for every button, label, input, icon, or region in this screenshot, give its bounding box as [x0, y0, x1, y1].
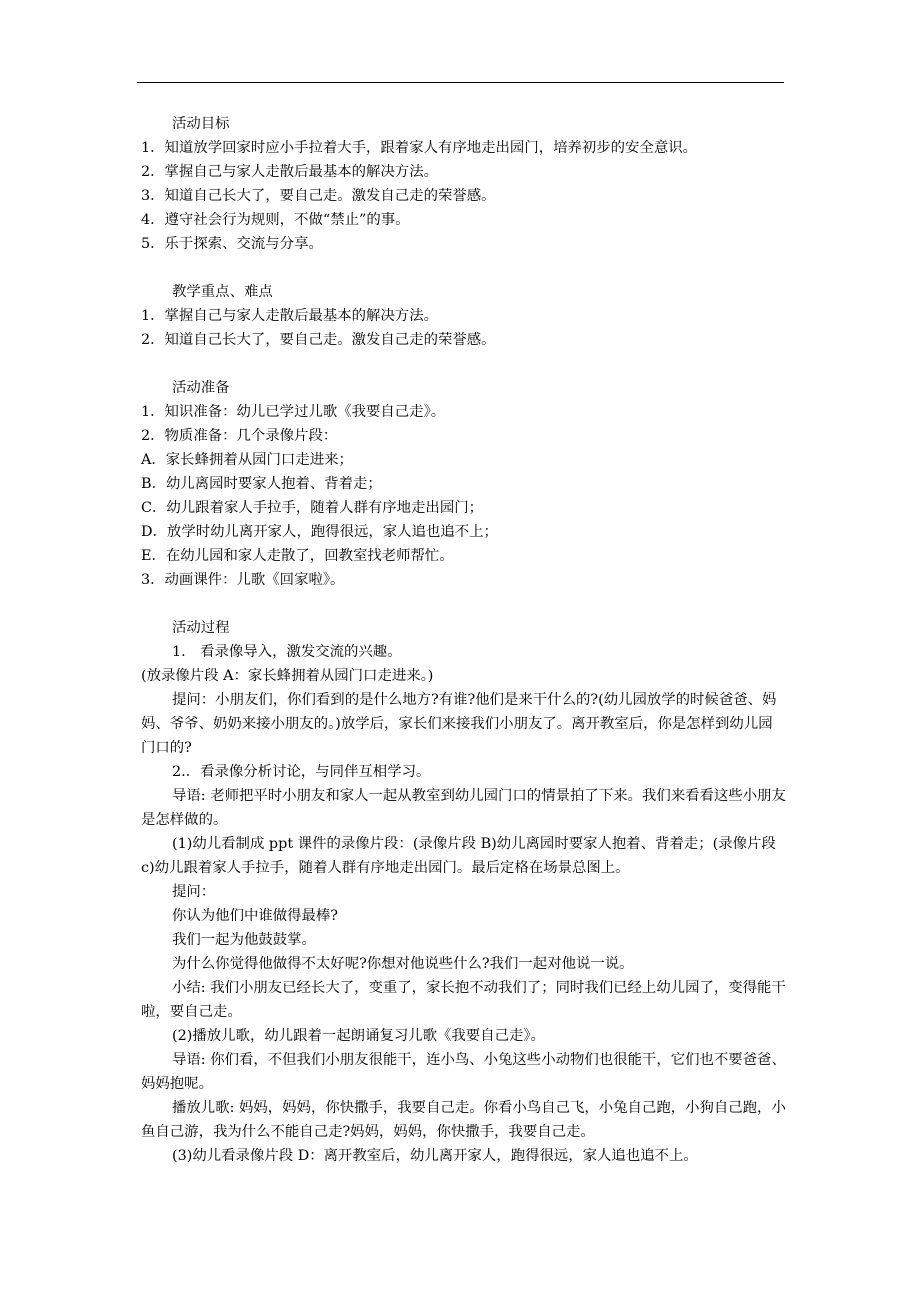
- process-summary-1: 小结: 我们小朋友已经长大了，变重了，家长抱不动我们了；同时我们已经上幼儿园了，变得能干啦，要自己走。: [141, 980, 786, 1020]
- preparation-item: E．在幼儿园和家人走散了，回教室找老师帮忙。: [141, 548, 454, 564]
- process-sub-3: (3)幼儿看录像片段 D：离开教室后，幼儿离开家人，跑得很远，家人追也追不上。: [172, 1148, 698, 1164]
- key-points-heading: 教学重点、难点: [172, 284, 273, 300]
- process-ask-1: 你认为他们中谁做得最棒?: [172, 908, 339, 924]
- section-goals: [141, 112, 786, 256]
- preparation-item: 3．动画课件：儿歌《回家啦》。: [141, 572, 345, 588]
- section-preparation: [141, 376, 786, 592]
- process-guide-1: 导语: 老师把平时小朋友和家人一起从教室到幼儿园门口的情景拍了下来。我们来看看这些小朋友是怎样做的。: [141, 788, 786, 828]
- goals-heading: 活动目标: [172, 116, 230, 132]
- section-process: [141, 616, 786, 1168]
- process-step-2: 2.．看录像分析讨论，与同伴互相学习。: [172, 764, 431, 780]
- process-ask-2: 我们一起为他鼓鼓掌。: [172, 932, 316, 948]
- process-ask-label: 提问：: [172, 884, 216, 900]
- process-ask-3: 为什么你觉得他做得不太好呢?你想对他说些什么?我们一起对他说一说。: [172, 956, 634, 972]
- key-points-item: 2．知道自己长大了，要自己走。激发自己走的荣誉感。: [141, 332, 496, 348]
- process-heading: 活动过程: [172, 620, 230, 636]
- key-points-item: 1．掌握自己与家人走散后最基本的解决方法。: [141, 308, 438, 324]
- process-sub-2: (2)播放儿歌，幼儿跟着一起朗诵复习儿歌《我要自己走》。: [172, 1028, 545, 1044]
- document-body: [141, 112, 786, 1168]
- process-clip-a: (放录像片段 A：家长蜂拥着从园门口走进来。): [141, 668, 434, 684]
- preparation-item: 1．知识准备：幼儿已学过儿歌《我要自己走》。: [141, 404, 446, 420]
- preparation-heading: 活动准备: [172, 380, 230, 396]
- process-song: 播放儿歌: 妈妈，妈妈，你快撒手，我要自己走。你看小鸟自己飞，小兔自己跑，小狗自己跑，小鱼自己游，我为什么不能自己走?妈妈，妈妈，你快撒手，我要自己走。: [141, 1100, 786, 1140]
- header-rule: [137, 82, 784, 83]
- process-step-1: 1. 看录像导入，激发交流的兴趣。: [172, 644, 402, 660]
- preparation-item: D．放学时幼儿离开家人，跑得很远，家人追也追不上；: [141, 524, 498, 540]
- goals-item: 2．掌握自己与家人走散后最基本的解决方法。: [141, 164, 438, 180]
- preparation-item: B．幼儿离园时要家人抱着、背着走；: [141, 476, 382, 492]
- goals-item: 3．知道自己长大了，要自己走。激发自己走的荣誉感。: [141, 188, 496, 204]
- process-sub-1: (1)幼儿看制成 ppt 课件的录像片段：(录像片段 B)幼儿离园时要家人抱着、背着走；(录像片段 c)幼儿跟着家人手拉手，随着人群有序地走出园门。最后定格在场景总图上。: [141, 836, 776, 876]
- process-guide-2: 导语: 你们看，不但我们小朋友很能干，连小鸟、小兔这些小动物们也很能干，它们也不要爸爸、妈妈抱呢。: [141, 1052, 786, 1092]
- goals-item: 5．乐于探索、交流与分享。: [141, 236, 323, 252]
- section-key-points: [141, 280, 786, 352]
- process-question-1: 提问：小朋友们，你们看到的是什么地方?有谁?他们是来干什么的?(幼儿园放学的时候爸爸、妈妈、爷爷、奶奶来接小朋友的。)放学后，家长们来接我们小朋友了。离开教室后，你是怎样到幼儿园门口的?: [141, 692, 777, 756]
- goals-item: 4．遵守社会行为规则，不做“禁止”的事。: [141, 212, 410, 228]
- preparation-item: A．家长蜂拥着从园门口走进来；: [141, 452, 353, 468]
- preparation-item: 2．物质准备：几个录像片段：: [141, 428, 338, 444]
- preparation-item: C．幼儿跟着家人手拉手，随着人群有序地走出园门；: [141, 500, 483, 516]
- goals-item: 1．知道放学回家时应小手拉着大手，跟着家人有序地走出园门，培养初步的安全意识。: [141, 140, 698, 156]
